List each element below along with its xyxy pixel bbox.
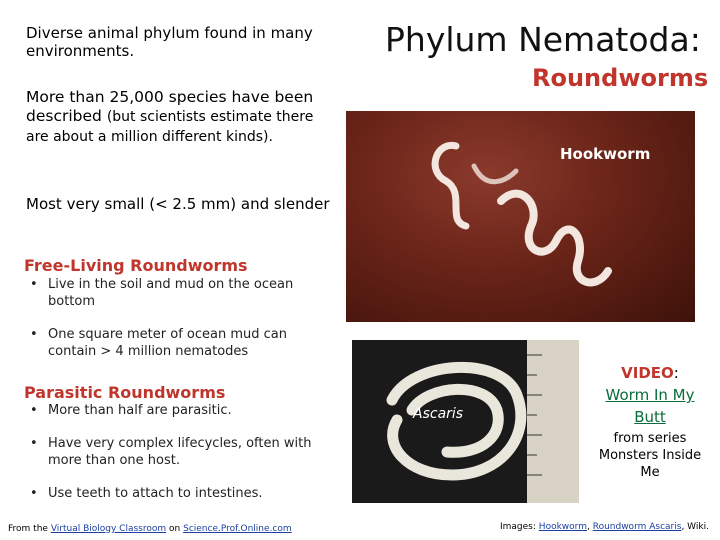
- images-prefix: Images:: [500, 522, 536, 532]
- intro-diverse: Diverse animal phylum found in many environments.: [26, 24, 313, 60]
- free-living-list: [26, 276, 326, 376]
- video-block: [590, 362, 710, 428]
- parasitic-list: [26, 402, 326, 518]
- intro-species-main: More than 25,000 species have been described: [26, 88, 314, 125]
- footer-mid: on: [169, 524, 181, 534]
- ascaris-label: Ascaris: [413, 406, 464, 422]
- page-subtitle: Roundworms: [532, 64, 709, 92]
- footer-images-credit: [500, 522, 709, 532]
- page-title: Phylum Nematoda:: [385, 20, 701, 59]
- list-item: • Live in the soil and mud on the ocean bottom: [26, 276, 326, 310]
- images-suffix: , Wiki.: [681, 522, 709, 532]
- parasitic-heading: Parasitic Roundworms: [24, 383, 226, 402]
- virtual-biology-link[interactable]: Virtual Biology Classroom: [50, 524, 167, 534]
- list-item: • Have very complex lifecycles, often with more than one host.: [26, 435, 326, 469]
- hookworm-label: Hookworm: [560, 145, 651, 163]
- video-link[interactable]: Worm In My Butt: [605, 386, 695, 426]
- hookworm-link[interactable]: Hookworm: [538, 522, 587, 532]
- list-item: • Use teeth to attach to intestines.: [26, 485, 326, 502]
- ascaris-image: [352, 340, 579, 503]
- science-prof-link[interactable]: Science.Prof.Online.com: [183, 524, 292, 534]
- intro-species: [26, 88, 326, 147]
- hookworm-image: [346, 111, 695, 322]
- video-source: from series Monsters Inside Me: [598, 431, 702, 480]
- footer-credit: [8, 524, 292, 534]
- video-colon: :: [673, 364, 679, 382]
- ascaris-link[interactable]: Roundworm Ascaris: [592, 522, 682, 532]
- list-item: • One square meter of ocean mud can contain > 4 million nematodes: [26, 326, 326, 360]
- intro-species-note: (but scientists estimate there are about a million different kinds).: [26, 109, 314, 145]
- video-word: VIDEO: [621, 364, 674, 382]
- intro-size: Most very small (< 2.5 mm) and slender: [26, 195, 330, 213]
- images-sep: ,: [586, 522, 590, 532]
- list-item: • More than half are parasitic.: [26, 402, 326, 419]
- footer-prefix: From the: [8, 524, 48, 534]
- free-living-heading: Free-Living Roundworms: [24, 256, 248, 275]
